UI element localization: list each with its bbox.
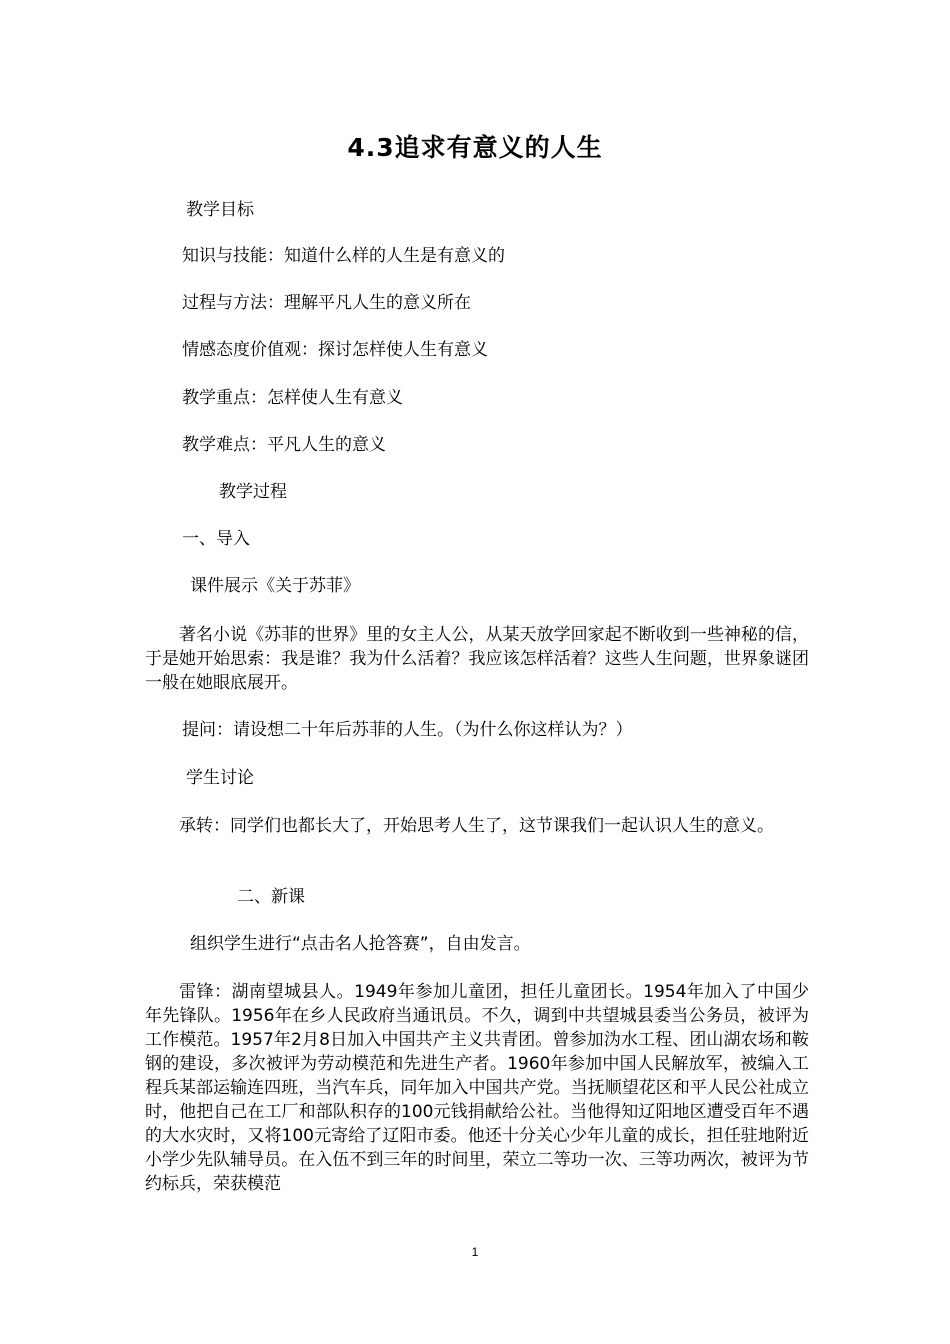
leifeng-paragraph: 雷锋：湖南望城县人。1949年参加儿童团，担任儿童团长。1954年加入了中国少年先锋队。1956年在乡人民政府当通讯员。不久，调到中共望城县委当公务员，被评为工作模范。1957年2月8日加入中国共产主义共青团。曾参加沩水工程、团山湖农场和鞍钢的建设，多次被评为劳动模范和先进生产者。1960年参加中国人民解放军，被编入工程兵某部运输连四班，当汽车兵，同年加入中国共产党。当抚顺望花区和平人民公社成立时，他把自己在工厂和部队积存的100元钱捐献给公社。当他得知辽阳地区遭受百年不遇的大水灾时，又将100元寄给了辽阳市委。他还十分关心少年儿童的成长，担任驻地附近小学少先队辅导员。在入伍不到三年的时间里，荣立二等功一次、三等功两次，被评为节约标兵，荣获模范 — [145, 982, 809, 1194]
section2-heading: 二、新课 — [237, 887, 305, 907]
objectives-heading: 教学目标 — [186, 200, 254, 220]
key-point-line: 教学重点：怎样使人生有意义 — [182, 388, 403, 408]
question-line: 提问：请设想二十年后苏菲的人生。（为什么你这样认为？） — [182, 720, 633, 740]
process-method-line: 过程与方法：理解平凡人生的意义所在 — [182, 293, 471, 313]
difficulty-line: 教学难点：平凡人生的意义 — [182, 435, 386, 455]
transition-paragraph: 承转：同学们也都长大了，开始思考人生了，这节课我们一起认识人生的意义。 — [179, 816, 774, 836]
page-number: 1 — [471, 1245, 479, 1259]
knowledge-skills-line: 知识与技能：知道什么样的人生是有意义的 — [182, 246, 505, 266]
activity-line: 组织学生进行“点击名人抢答赛”，自由发言。 — [190, 934, 531, 954]
document-title: 4.3追求有意义的人生 — [347, 133, 603, 162]
sophie-paragraph: 著名小说《苏菲的世界》里的女主人公，从某天放学回家起不断收到一些神秘的信，于是她开始思索：我是谁？我为什么活着？我应该怎样活着？这些人生问题，世界象谜团一般在她眼底展开。 — [145, 625, 809, 693]
discussion-line: 学生讨论 — [186, 768, 254, 788]
courseware-line: 课件展示《关于苏菲》 — [190, 576, 360, 596]
process-heading: 教学过程 — [219, 482, 287, 502]
emotion-values-line: 情感态度价值观：探讨怎样使人生有意义 — [182, 340, 488, 360]
section1-heading: 一、导入 — [182, 529, 250, 549]
